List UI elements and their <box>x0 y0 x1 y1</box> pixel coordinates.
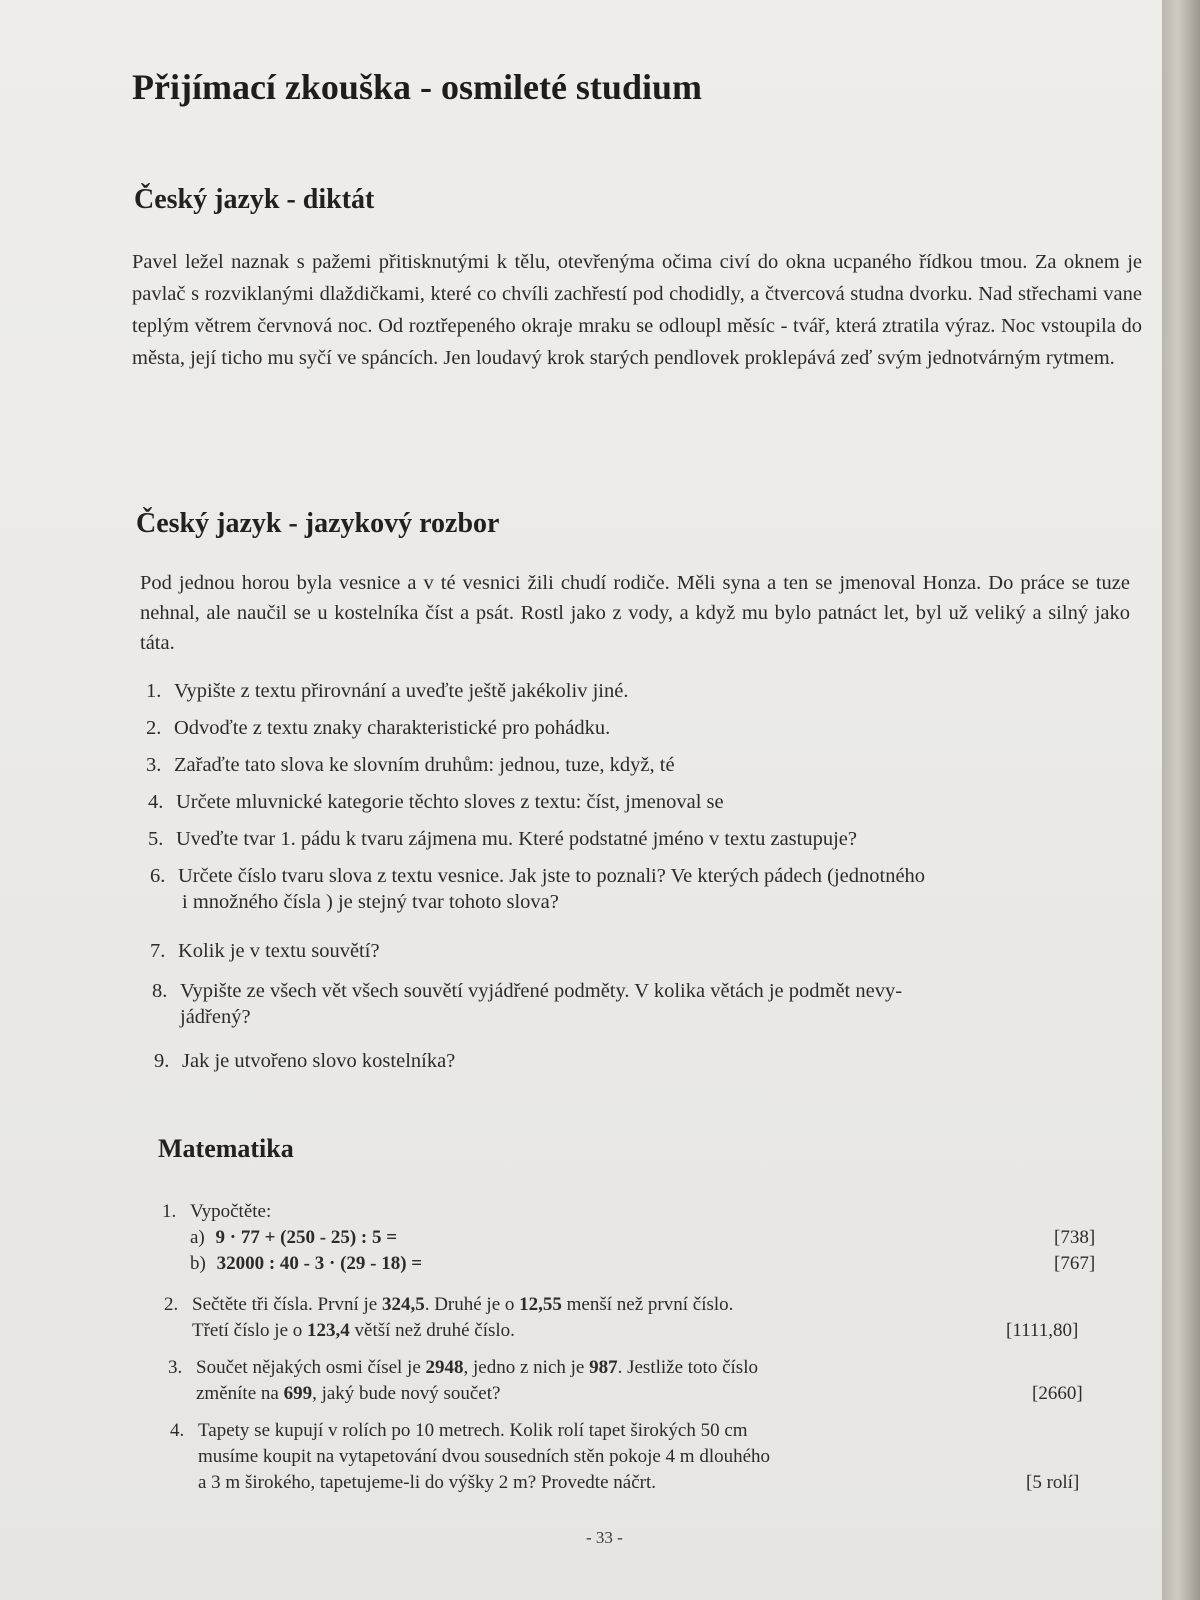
answer-label: [2660] <box>1032 1383 1083 1404</box>
document-page: Přijímací zkouška - osmileté studium Český jazyk - diktát Pavel ležel naznak s pažemi přitisknutými k tělu, otevřenýma očima civí do okna ucpaného řídkou tmou. Za oknem je pavlač s rozviklanými dlaždičkami, které co chvíli zachřestí pod chodidly, a čtvercová studna dvorku. Nad střechami vane teplým větrem červnová noc. Od roztřepeného okraje mraku se odloupl měsíc - tvář, která ztratila výraz. Noc vstoupila do města, její ticho mu syčí ve spáncích. Jen loudavý krok starých pendlovek proklepává zeď svým jednotvárným rytmem. Český jazyk - jazykový rozbor Pod jednou horou byla vesnice a v té vesnici žili chudí rodiče. Měli syna a ten se jmenoval Honza. Do práce se tuze nehnal, ale naučil se u kostelníka číst a psát. Rostl jako z vody, a když mu bylo patnáct let, byl už veliký a silný jako táta. 1. Vypište z textu přirovnání a uveďte ještě jakékoliv jiné. 2. Odvoďte z textu znaky charakteristické pro pohádku. 3. Zařaďte tato slova ke slovním druhům: jednou, tuze, když, té 4. Určete mluvnické kategorie těchto sloves z textu: číst, jmenoval se 5. Uveďte tvar 1. pádu k tvaru zájmena mu. Které podstatné jméno v textu zastupuje? 6. Určete číslo tvaru slova z textu vesnice. Jak jste to poznali? Ve kterých pádech (jednotného i množného čísla ) je stejný tvar tohoto slova? 7. Kolik je v textu souvětí? 8. Vypište ze všech vět všech souvětí vyjádřené podměty. V kolika větách je podmět nevy- jádřený? 9. Jak je utvořeno slovo kostelníka? Matematika 1. Vypočtěte: a) 9 · 77 + (250 - 25) : 5 = [738] b) 32000 : 40 - 3 · (29 - 18) = [767] 2. Sečtěte tři čísla. První je 324,5. Druhé je o 12,55 menší než první číslo. Třetí číslo je o 123,4 větší než druhé číslo. [1111,80] 3. Součet nějakých osmi čísel je 2948, jedno z nich je 987. Jestliže toto číslo změníte na 699, jaký bude nový součet? [2660] 4. Tapety se kupují v rolích po 10 metrech. Kolik rolí tapet širokých 50 cm musíme koupit na vytapetování dvou sousedních stěn pokoje 4 m dlouhého a 3 m širokého, tapetujeme-li do výšky 2 m? Provedte náčrt. [5 rolí] - 33 - <box>0 0 1162 1600</box>
answer-label: [1111,80] <box>1006 1320 1079 1341</box>
answer-label: [5 rolí] <box>1026 1472 1080 1493</box>
page-number: - 33 - <box>586 1528 623 1547</box>
page-title: Přijímací zkouška - osmileté studium <box>132 67 702 107</box>
math-heading: Matematika <box>158 1134 294 1163</box>
dictation-heading: Český jazyk - diktát <box>134 184 375 215</box>
analysis-text: Pod jednou horou byla vesnice a v té vesnici žili chudí rodiče. Měli syna a ten se jmenoval Honza. Do práce se tuze nehnal, ale naučil se u kostelníka číst a psát. Rostl jako z vody, a když mu bylo patnáct let, byl už veliký a silný jako táta. <box>140 572 1130 654</box>
dictation-text: Pavel ležel naznak s pažemi přitisknutými k tělu, otevřenýma očima civí do okna ucpaného řídkou tmou. Za oknem je pavlač s rozviklanými dlaždičkami, které co chvíli zachřestí pod chodidly, a čtvercová studna dvorku. Nad střechami vane teplým větrem červnová noc. Od roztřepeného okraje mraku se odloupl měsíc - tvář, která ztratila výraz. Noc vstoupila do města, její ticho mu syčí ve spáncích. Jen loudavý krok starých pendlovek proklepává zeď svým jednotvárným rytmem. <box>132 251 1142 369</box>
answer-label: [767] <box>1054 1253 1096 1274</box>
analysis-heading: Český jazyk - jazykový rozbor <box>136 508 500 539</box>
answer-label: [738] <box>1054 1227 1096 1248</box>
book-spine-edge <box>1162 0 1200 1600</box>
